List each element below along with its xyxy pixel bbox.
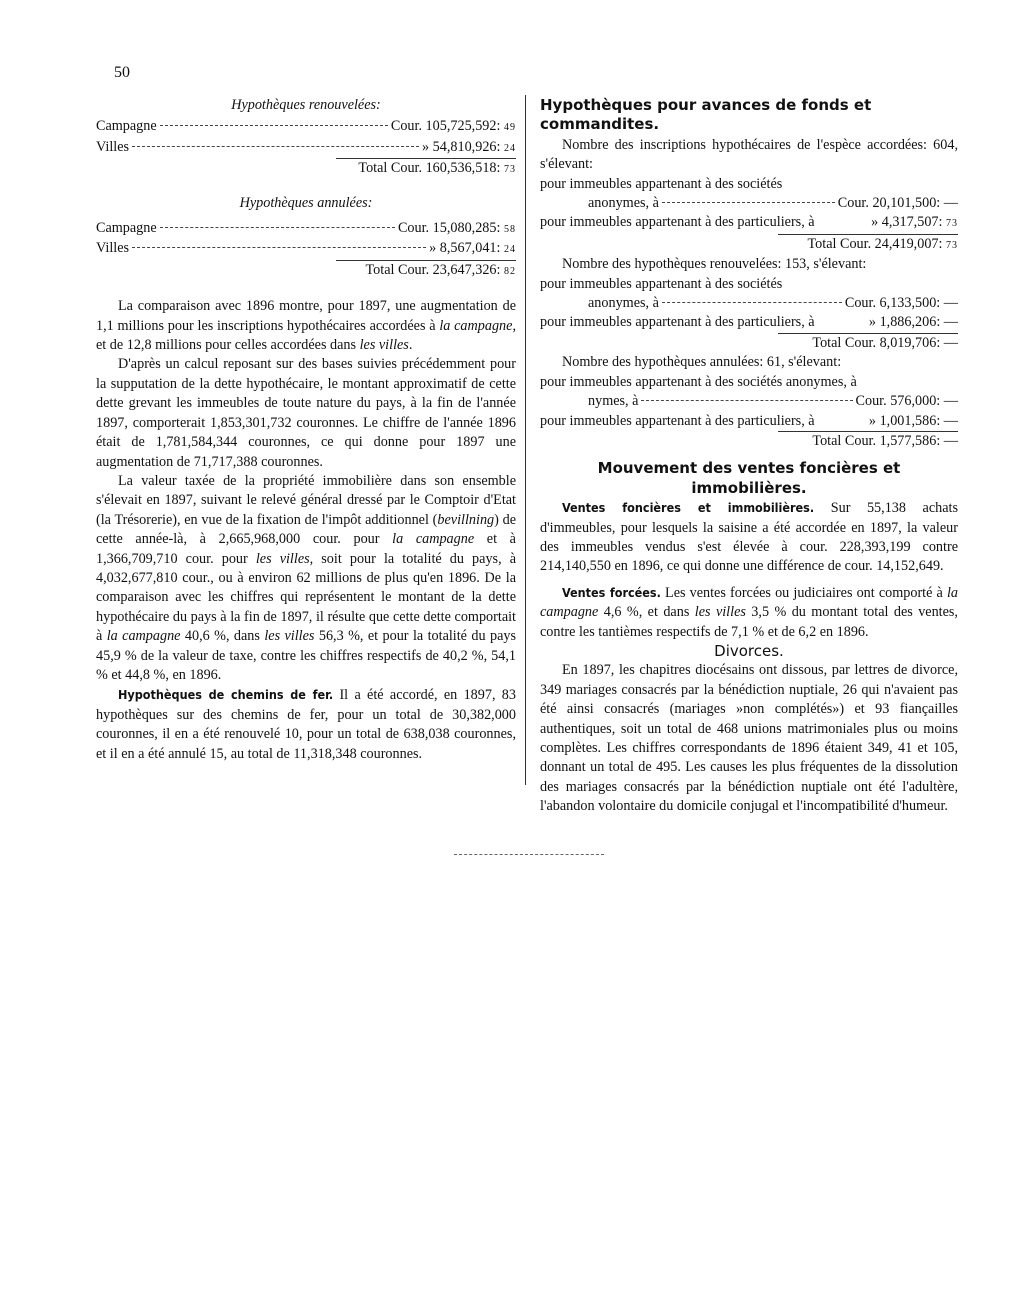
renewed-row-campagne: Campagne Cour. 105,725,592: 49	[96, 118, 516, 135]
s2-row-societies: anonymes, à Cour. 6,133,500: —	[588, 295, 958, 312]
s3-intro: Nombre des hypothèques annulées: 61, s'élevant:	[562, 354, 842, 371]
s2-row-individuals: pour immeubles appartenant à des particuliers, à » 1,886,206: —	[540, 314, 958, 331]
debt-calculation-paragraph: D'après un calcul reposant sur des bases suivies précédemment pour la supputation de la dette hypothécaire, le montant approximatif de cette dette grevant les immeubles de toute nature du pays, à la fin de l'année 1897, comporterait 1,853,301,732 couronnes. Le chiffre de l'année 1896 était de 1,781,584,344 couronnes, ce qui donne pour 1897 une augmentation de 71,717,388 couronnes.	[96, 356, 516, 470]
column-divider	[525, 95, 526, 785]
s1-total: Total Cour. 24,419,007: 73	[807, 235, 958, 252]
renewed-total: Total Cour. 160,536,518: 73	[358, 160, 516, 177]
forced-sales-paragraph: Ventes forcées. Les ventes forcées ou judiciaires ont comporté à la campagne 4,6 %, et dans les villes 3,5 % du montant total des ventes, contre les tantièmes respectifs de 7,1 % et de 6,2 en 1896.	[540, 584, 959, 640]
annulled-row-villes: Villes » 8,567,041: 24	[96, 240, 516, 257]
renewed-mortgages-heading: Hypothèques renouvelées:	[231, 97, 381, 113]
s3-total: Total Cour. 1,577,586: —	[812, 432, 958, 449]
s1-row-individuals: pour immeubles appartenant à des particuliers, à » 4,317,507: 73	[540, 214, 958, 231]
s1-line1: pour immeubles appartenant à des sociétés	[540, 175, 783, 192]
railway-mortgages-paragraph: Hypothèques de chemins de fer. Il a été accordé, en 1897, 83 hypothèques sur des chemins de fer, pour un total de 30,382,000 couronnes, il en a été renouvelé 10, pour un total de 638,038 couronnes, et il en a été annulé 15, au total de 11,318,348 couronnes.	[96, 687, 516, 762]
s1-intro: Nombre des inscriptions hypothécaires de l'espèce accordées: 604, s'élevant:	[540, 136, 958, 173]
annulled-row-campagne: Campagne Cour. 15,080,285: 58	[96, 220, 516, 237]
annulled-mortgages-heading: Hypothèques annulées:	[239, 194, 373, 211]
page-number: 50	[114, 64, 130, 81]
taxed-value-paragraph: La valeur taxée de la propriété immobilière dans son ensemble s'élevait en 1897, suivant le relevé général dressé par le Comptoir d'Etat (la Trésorerie), en vue de la fixation de l'impôt additionnel (bevillning) de cette année-là, à 2,665,968,000 cour. pour la campagne et à 1,366,709,710 cour. pour les villes, soit pour la totalité du pays, à 4,032,677,810 cour., ou à environ 62 millions de plus qu'en 1896. De la comparaison avec les chiffres qui représentent le montant de la dette hypothécaire du pays à la fin de 1897, il résulte que cette dette comportait à la campagne 40,6 %, dans les villes 56,3 %, et pour la totalité du pays 45,9 % de la valeur de taxe, contre les chiffres respectifs de 40,2 %, 54,1 % et 44,8 %, en 1896.	[96, 472, 517, 683]
s3-row-societies: nymes, à Cour. 576,000: —	[588, 393, 958, 410]
footer-rule	[454, 854, 604, 856]
divorces-paragraph: En 1897, les chapitres diocésains ont dissous, par lettres de divorce, 349 mariages consacrés par la bénédiction nuptiale, 26 qui n'avaient pas été ainsi consacrés (mariages »non complétés») et 93 fiançailles authentiques, soit un total de 468 unions matrimoniales plus ou moins complètes. Les chiffres correspondants de 1896 étaient 349, 41 et 105, donnant un total de 495. Les causes les plus fréquentes de la dissolution des mariages consacrés par la bénédiction nuptiale ont été l'adultère, l'abandon volontaire du domicile conjugal et l'incompatibilité d'humeur.	[540, 662, 958, 815]
advances-heading: Hypothèques pour avances de fonds et commandites.	[540, 96, 872, 134]
s3-row-individuals: pour immeubles appartenant à des particuliers, à » 1,001,586: —	[540, 412, 958, 429]
s2-total: Total Cour. 8,019,706: —	[812, 334, 958, 351]
right-column	[540, 96, 958, 817]
left-column	[96, 96, 516, 764]
sales-heading: Mouvement des ventes foncières et immobilières.	[597, 459, 901, 497]
s2-line1: pour immeubles appartenant à des sociétés	[540, 275, 783, 292]
property-sales-paragraph: Ventes foncières et immobilières. Sur 55,138 achats d'immeubles, pour lesquels la saisine a été accordée en 1897, la valeur des immeubles vendus s'est élevée à cour. 228,393,199 contre 214,140,550 en 1896, ce qui donne une différence de cour. 14,152,649.	[540, 500, 958, 575]
s3-line1: pour immeubles appartenant à des sociétés anonymes, à	[540, 373, 857, 390]
comparison-paragraph: La comparaison avec 1896 montre, pour 1897, une augmentation de 1,1 millions pour les inscriptions hypothécaires accordées à la campagne, et de 12,8 millions pour celles accordées dans les villes.	[96, 298, 516, 354]
renewed-row-villes: Villes » 54,810,926: 24	[96, 138, 516, 155]
s2-intro: Nombre des hypothèques renouvelées: 153, s'élevant:	[562, 256, 867, 273]
divorces-heading: Divorces.	[714, 641, 784, 660]
s1-row-societies: anonymes, à Cour. 20,101,500: —	[588, 195, 958, 212]
annulled-total: Total Cour. 23,647,326: 82	[365, 261, 516, 278]
